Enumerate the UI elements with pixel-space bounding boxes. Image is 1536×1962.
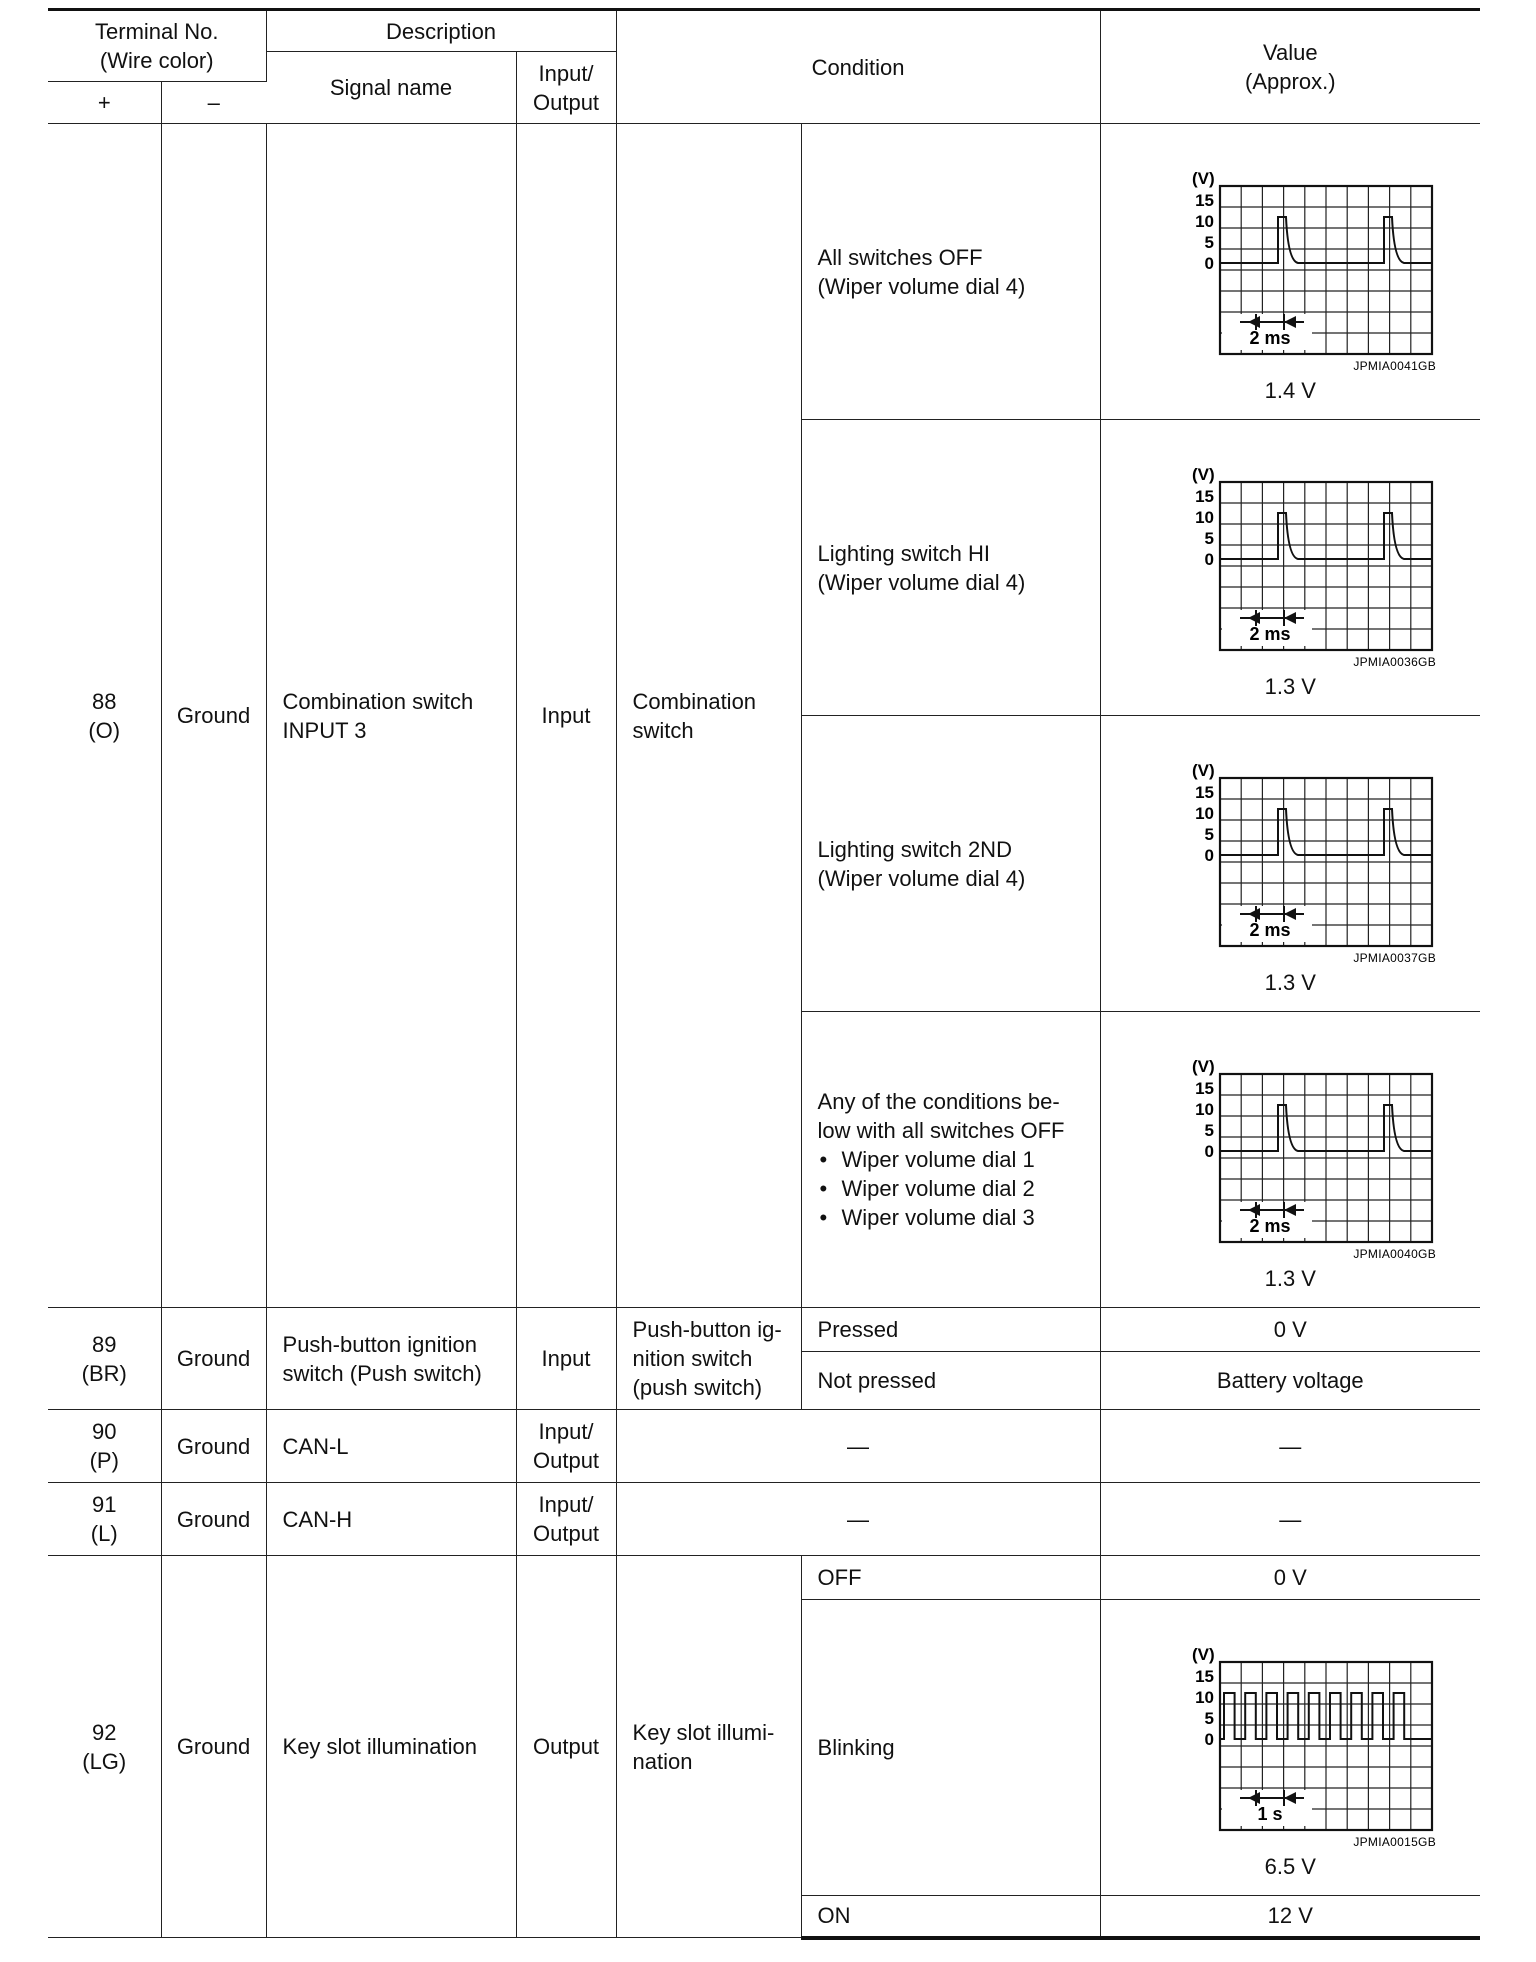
terminal-92-ground: Ground <box>161 1556 266 1938</box>
terminal-90-io-line1: Input/ <box>538 1419 594 1444</box>
terminal-92-cond-group-line1: Key slot illumi- <box>632 1719 775 1745</box>
terminal-92-condition-on: ON <box>801 1896 1100 1938</box>
terminal-88-io: Input <box>516 124 616 1308</box>
terminal-88-number: 88 <box>92 688 117 714</box>
condition-bullet: • Wiper volume dial 1 <box>818 1145 1088 1174</box>
oscilloscope-svg <box>1140 1614 1440 1850</box>
scope-y-tick: 15 <box>1195 783 1215 802</box>
terminal-91-wire-color: (L) <box>90 1521 118 1546</box>
header-plus: + <box>48 82 161 124</box>
terminal-92-value-off: 0 V <box>1100 1556 1480 1600</box>
condition-text-line: Any of the conditions be- <box>817 1089 1060 1114</box>
scope-y-tick: 5 <box>1204 233 1215 252</box>
terminal-89-condition-not-pressed: Not pressed <box>801 1352 1100 1410</box>
scope-unit-label: (V) <box>1192 465 1215 484</box>
terminal-89-value-not-pressed: Battery voltage <box>1100 1352 1480 1410</box>
figure-id-label: JPMIA0037GB <box>1353 951 1437 965</box>
scope-y-tick: 5 <box>1204 529 1215 548</box>
figure-id-label: JPMIA0040GB <box>1353 1247 1437 1261</box>
terminal-88-condition-2 <box>801 420 1100 716</box>
header-signal-name: Signal name <box>266 52 516 124</box>
terminal-88-value-1 <box>1100 124 1480 420</box>
terminal-91-io <box>516 1483 616 1556</box>
terminal-91-io-line1: Input/ <box>538 1492 594 1517</box>
scope-scale-label: 1 s <box>1257 1804 1283 1824</box>
figure-id-label: JPMIA0041GB <box>1353 359 1437 373</box>
scope-y-tick: 10 <box>1195 1100 1215 1119</box>
terminal-91-io-line2: Output <box>533 1521 600 1546</box>
terminal-88-signal-name <box>266 124 516 1308</box>
scope-y-tick: 5 <box>1204 1709 1215 1728</box>
figure-id-label: JPMIA0015GB <box>1353 1835 1437 1849</box>
condition-text-line: Lighting switch HI <box>817 540 990 566</box>
condition-bullet: • Wiper volume dial 2 <box>818 1174 1088 1203</box>
oscilloscope-figure <box>1140 1614 1440 1850</box>
terminal-89-ground: Ground <box>161 1308 266 1410</box>
terminal-89-io: Input <box>516 1308 616 1410</box>
oscilloscope-figure <box>1140 1026 1440 1262</box>
scope-y-tick: 5 <box>1204 1121 1215 1140</box>
scope-y-tick: 10 <box>1195 508 1215 527</box>
scope-y-tick: 0 <box>1204 846 1215 865</box>
terminal-92-wire-color: (LG) <box>82 1748 127 1774</box>
scope-y-tick: 15 <box>1195 191 1215 210</box>
header-io-line1: Input/ <box>538 60 594 86</box>
oscilloscope-svg <box>1140 434 1440 670</box>
terminal-90-io <box>516 1410 616 1483</box>
value-text: 1.3 V <box>1264 970 1316 995</box>
terminal-91-signal-name: CAN-H <box>266 1483 516 1556</box>
scope-y-tick: 10 <box>1195 804 1215 823</box>
scope-y-tick: 15 <box>1195 1667 1215 1686</box>
terminal-92-value-on: 12 V <box>1100 1896 1480 1938</box>
terminal-92-condition-blinking: Blinking <box>801 1600 1100 1896</box>
terminal-90-condition: — <box>616 1410 1100 1483</box>
scope-y-tick: 0 <box>1204 550 1215 569</box>
header-description: Description <box>266 10 616 52</box>
header-terminal-no <box>48 10 266 82</box>
terminal-spec-table <box>48 8 1480 1940</box>
terminal-90-value: — <box>1100 1410 1480 1483</box>
terminal-91-cell <box>48 1483 161 1556</box>
terminal-89-value-pressed: 0 V <box>1100 1308 1480 1352</box>
condition-text-line: All switches OFF <box>817 244 983 270</box>
header-value-label: Value <box>1262 40 1318 65</box>
scope-unit-label: (V) <box>1192 169 1215 188</box>
terminal-90-io-line2: Output <box>533 1448 600 1473</box>
condition-text-line: (Wiper volume dial 4) <box>817 569 1026 595</box>
condition-text-line: (Wiper volume dial 4) <box>817 273 1026 299</box>
terminal-88-signal-line1: Combination switch <box>282 688 474 714</box>
header-terminal-no-label: Terminal No. <box>95 19 219 44</box>
terminal-90-cell <box>48 1410 161 1483</box>
header-condition: Condition <box>616 10 1100 124</box>
scope-y-tick: 0 <box>1204 1730 1215 1749</box>
terminal-89-cond-group-line: (push switch) <box>632 1375 763 1400</box>
terminal-spec-table-sheet <box>48 8 1480 1940</box>
terminal-91-number: 91 <box>92 1492 117 1517</box>
scope-unit-label: (V) <box>1192 761 1215 780</box>
terminal-92-number: 92 <box>92 1719 117 1745</box>
value-text: 1.3 V <box>1264 1266 1316 1291</box>
terminal-90-ground: Ground <box>161 1410 266 1483</box>
terminal-91-value: — <box>1100 1483 1480 1556</box>
header-wire-color-label: (Wire color) <box>99 48 214 73</box>
terminal-88-cell <box>48 124 161 1308</box>
scope-scale-label: 2 ms <box>1249 328 1291 348</box>
value-text: 1.4 V <box>1264 378 1316 403</box>
terminal-89-signal-name <box>266 1308 516 1410</box>
terminal-91-condition: — <box>616 1483 1100 1556</box>
oscilloscope-svg <box>1140 1026 1440 1262</box>
terminal-88-condition-1 <box>801 124 1100 420</box>
oscilloscope-svg <box>1140 730 1440 966</box>
terminal-88-wire-color: (O) <box>88 717 121 743</box>
oscilloscope-figure <box>1140 434 1440 670</box>
scope-unit-label: (V) <box>1192 1645 1215 1664</box>
scope-unit-label: (V) <box>1192 1057 1215 1076</box>
terminal-88-cond-group-line2: switch <box>632 717 694 743</box>
terminal-88-value-4 <box>1100 1012 1480 1308</box>
scope-scale-label: 2 ms <box>1249 624 1291 644</box>
terminal-90-signal-name: CAN-L <box>266 1410 516 1483</box>
header-approx-label: (Approx.) <box>1245 69 1336 94</box>
value-text: 1.3 V <box>1264 674 1316 699</box>
condition-bullet: • Wiper volume dial 3 <box>818 1203 1088 1232</box>
scope-y-tick: 0 <box>1204 254 1215 273</box>
terminal-89-condition-group <box>616 1308 801 1410</box>
condition-bullet-list <box>818 1145 1088 1232</box>
terminal-90-wire-color: (P) <box>89 1448 119 1473</box>
terminal-88-condition-group <box>616 124 801 1308</box>
header-input-output <box>516 52 616 124</box>
figure-id-label: JPMIA0036GB <box>1353 655 1437 669</box>
terminal-90-number: 90 <box>92 1419 117 1444</box>
terminal-92-signal-name: Key slot illumination <box>266 1556 516 1938</box>
terminal-91-ground: Ground <box>161 1483 266 1556</box>
oscilloscope-figure <box>1140 138 1440 374</box>
terminal-89-condition-pressed: Pressed <box>801 1308 1100 1352</box>
scope-y-tick: 10 <box>1195 1688 1215 1707</box>
terminal-89-cond-group-line: nition switch <box>632 1346 753 1371</box>
terminal-88-value-3 <box>1100 716 1480 1012</box>
oscilloscope-svg <box>1140 138 1440 374</box>
terminal-89-cond-group-line: Push-button ig- <box>632 1317 782 1342</box>
terminal-88-cond-group-line1: Combination <box>632 688 757 714</box>
scope-y-tick: 10 <box>1195 212 1215 231</box>
terminal-89-number: 89 <box>92 1331 117 1357</box>
scope-y-tick: 5 <box>1204 825 1215 844</box>
terminal-89-signal-line2: switch (Push switch) <box>282 1360 482 1386</box>
header-io-line2: Output <box>533 89 600 115</box>
condition-text-line: low with all switches OFF <box>817 1118 1065 1143</box>
terminal-92-cell <box>48 1556 161 1938</box>
terminal-92-condition-group <box>616 1556 801 1938</box>
oscilloscope-figure <box>1140 730 1440 966</box>
scope-y-tick: 15 <box>1195 487 1215 506</box>
terminal-89-wire-color: (BR) <box>81 1360 127 1386</box>
condition-text-line: (Wiper volume dial 4) <box>817 865 1026 891</box>
scope-scale-label: 2 ms <box>1249 920 1291 940</box>
terminal-92-condition-off: OFF <box>801 1556 1100 1600</box>
condition-text-line: Lighting switch 2ND <box>817 836 1012 862</box>
terminal-88-condition-4 <box>801 1012 1100 1308</box>
header-value <box>1100 10 1480 124</box>
terminal-89-signal-line1: Push-button ignition <box>282 1331 477 1357</box>
terminal-89-cell <box>48 1308 161 1410</box>
terminal-88-ground: Ground <box>161 124 266 1308</box>
terminal-92-value-blinking <box>1100 1600 1480 1896</box>
scope-y-tick: 15 <box>1195 1079 1215 1098</box>
header-minus: – <box>161 82 266 124</box>
terminal-92-cond-group-line2: nation <box>632 1748 693 1774</box>
terminal-88-condition-3 <box>801 716 1100 1012</box>
scope-y-tick: 0 <box>1204 1142 1215 1161</box>
terminal-88-value-2 <box>1100 420 1480 716</box>
terminal-92-io: Output <box>516 1556 616 1938</box>
terminal-88-signal-line2: INPUT 3 <box>282 717 367 743</box>
value-text: 6.5 V <box>1264 1854 1316 1879</box>
scope-scale-label: 2 ms <box>1249 1216 1291 1236</box>
